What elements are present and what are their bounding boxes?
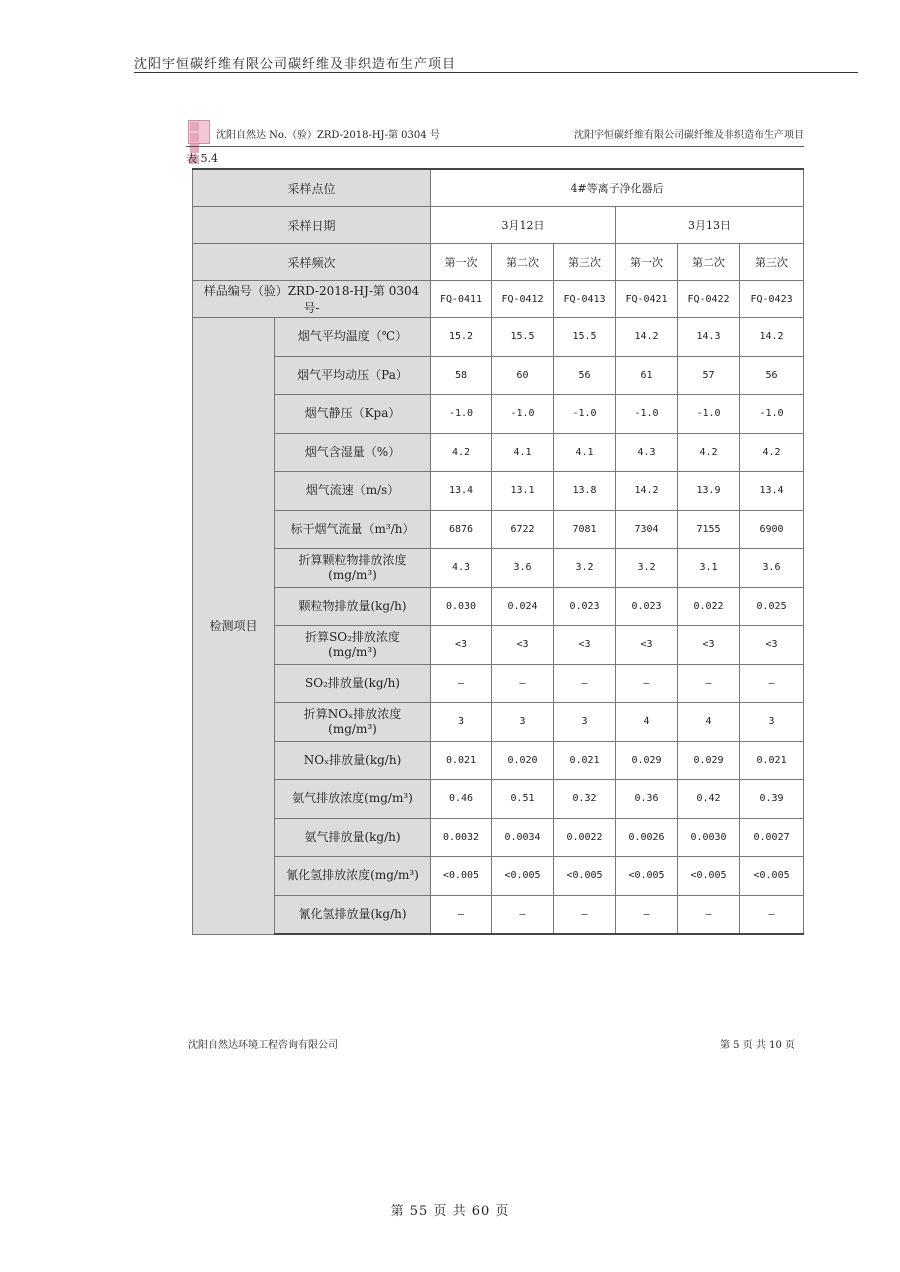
value-cell: -1.0 — [740, 395, 804, 434]
parameter-name: 氨气排放量(kg/h) — [304, 829, 401, 844]
value-cell: 14.3 — [678, 318, 740, 357]
parameter-label — [275, 626, 431, 665]
parameter-name: SO₂排放量(kg/h) — [305, 675, 400, 690]
value-cell: 13.4 — [740, 472, 804, 511]
sample-id-label: 样品编号（验）ZRD-2018-HJ-第 0304 号- — [193, 281, 431, 318]
table-row — [193, 356, 804, 395]
sampling-date-label: 采样日期 — [193, 207, 431, 244]
value-cell: 14.2 — [616, 318, 678, 357]
table-row — [193, 857, 804, 896]
value-cell: 0.029 — [678, 741, 740, 780]
value-cell: 4 — [616, 703, 678, 742]
value-cell: -1.0 — [492, 395, 554, 434]
parameter-name: 折算SO₂排放浓度 — [305, 629, 400, 644]
value-cell: 3.6 — [492, 549, 554, 588]
parameter-name: 烟气平均温度（℃） — [297, 329, 408, 344]
value-cell: — — [431, 895, 492, 934]
sample-id-cell: FQ-0412 — [492, 281, 554, 318]
parameter-label — [275, 472, 431, 511]
value-cell: 3 — [554, 703, 616, 742]
report-header-divider — [186, 146, 804, 147]
value-cell: -1.0 — [678, 395, 740, 434]
value-cell: <0.005 — [554, 857, 616, 896]
value-cell: — — [678, 895, 740, 934]
document-header: 沈阳宇恒碳纤维有限公司碳纤维及非织造布生产项目 — [134, 57, 457, 72]
value-cell: <0.005 — [492, 857, 554, 896]
table-row — [193, 395, 804, 434]
value-cell: 14.2 — [740, 318, 804, 357]
value-cell: 57 — [678, 356, 740, 395]
value-cell: — — [554, 664, 616, 703]
value-cell: 4.1 — [492, 433, 554, 472]
value-cell: 0.025 — [740, 587, 804, 626]
table-row — [193, 780, 804, 819]
value-cell: — — [678, 664, 740, 703]
value-cell: 0.023 — [554, 587, 616, 626]
value-cell: 0.024 — [492, 587, 554, 626]
value-cell: 0.0027 — [740, 818, 804, 857]
value-cell: 7081 — [554, 510, 616, 549]
value-cell: 15.5 — [492, 318, 554, 357]
value-cell: 0.0032 — [431, 818, 492, 857]
frequency-cell: 第一次 — [431, 244, 492, 281]
value-cell: 56 — [740, 356, 804, 395]
value-cell: 4.2 — [740, 433, 804, 472]
value-cell: 0.020 — [492, 741, 554, 780]
parameter-label — [275, 356, 431, 395]
table-row — [193, 664, 804, 703]
table-row — [193, 626, 804, 665]
parameter-name: 氰化氢排放浓度(mg/m³) — [286, 868, 419, 883]
sampling-point-value: 4#等离子净化器后 — [431, 169, 804, 207]
value-cell: — — [554, 895, 616, 934]
value-cell: 4.3 — [431, 549, 492, 588]
parameter-name: NOₓ排放量(kg/h) — [303, 752, 402, 767]
value-cell: <0.005 — [616, 857, 678, 896]
sample-id-cell: FQ-0421 — [616, 281, 678, 318]
value-cell: 0.021 — [554, 741, 616, 780]
table-row — [193, 510, 804, 549]
value-cell: 0.030 — [431, 587, 492, 626]
parameter-name: 颗粒物排放量(kg/h) — [298, 598, 407, 613]
value-cell: 0.42 — [678, 780, 740, 819]
table-row — [193, 895, 804, 934]
parameter-label — [275, 318, 431, 357]
parameter-label — [275, 857, 431, 896]
value-cell: 3.1 — [678, 549, 740, 588]
parameter-label — [275, 510, 431, 549]
value-cell: — — [431, 664, 492, 703]
value-cell: -1.0 — [554, 395, 616, 434]
value-cell: 6876 — [431, 510, 492, 549]
parameter-name: 折算颗粒物排放浓度 — [298, 552, 407, 567]
company-logo-icon — [188, 120, 210, 144]
value-cell: 0.0022 — [554, 818, 616, 857]
value-cell: <3 — [431, 626, 492, 665]
report-project: 沈阳宇恒碳纤维有限公司碳纤维及非织造布生产项目 — [574, 130, 804, 141]
value-cell: <0.005 — [678, 857, 740, 896]
parameter-label — [275, 895, 431, 934]
sampling-date-2: 3月13日 — [616, 207, 804, 244]
value-cell: <0.005 — [431, 857, 492, 896]
parameter-label — [275, 549, 431, 588]
table-row — [193, 433, 804, 472]
parameter-label — [275, 703, 431, 742]
value-cell: 13.4 — [431, 472, 492, 511]
value-cell: 4.2 — [678, 433, 740, 472]
value-cell: — — [616, 664, 678, 703]
parameter-name: 烟气流速（m/s） — [305, 483, 400, 498]
value-cell: 0.36 — [616, 780, 678, 819]
parameter-name: 氰化氢排放量(kg/h) — [298, 906, 407, 921]
frequency-cell: 第三次 — [740, 244, 804, 281]
parameter-label — [275, 664, 431, 703]
sample-id-cell: FQ-0413 — [554, 281, 616, 318]
value-cell: 13.8 — [554, 472, 616, 511]
value-cell: — — [740, 664, 804, 703]
frequency-cell: 第一次 — [616, 244, 678, 281]
value-cell: 4 — [678, 703, 740, 742]
value-cell: 0.0034 — [492, 818, 554, 857]
sample-id-cell: FQ-0422 — [678, 281, 740, 318]
value-cell: 4.3 — [616, 433, 678, 472]
footer-company: 沈阳自然达环境工程咨询有限公司 — [188, 1040, 338, 1051]
table-title: 表 5.4 — [186, 152, 218, 165]
value-cell: 0.0026 — [616, 818, 678, 857]
value-cell: -1.0 — [431, 395, 492, 434]
parameter-name: 烟气含湿量（%） — [304, 444, 401, 459]
footer-page-number: 第 5 页 共 10 页 — [720, 1040, 795, 1051]
emission-table — [192, 168, 804, 935]
frequency-label: 采样频次 — [193, 244, 431, 281]
value-cell: <3 — [740, 626, 804, 665]
frequency-cell: 第二次 — [678, 244, 740, 281]
table-row — [193, 703, 804, 742]
group-label: 检测项目 — [193, 318, 275, 935]
value-cell: 3 — [492, 703, 554, 742]
value-cell: 0.021 — [740, 741, 804, 780]
table-row — [193, 741, 804, 780]
value-cell: 4.1 — [554, 433, 616, 472]
frequency-cell: 第三次 — [554, 244, 616, 281]
value-cell: 58 — [431, 356, 492, 395]
value-cell: 61 — [616, 356, 678, 395]
value-cell: 0.029 — [616, 741, 678, 780]
parameter-label — [275, 780, 431, 819]
value-cell: 0.46 — [431, 780, 492, 819]
parameter-label — [275, 395, 431, 434]
value-cell: 7155 — [678, 510, 740, 549]
table-row — [193, 549, 804, 588]
value-cell: 0.021 — [431, 741, 492, 780]
parameter-name: 折算NOₓ排放浓度 — [303, 706, 402, 721]
value-cell: <0.005 — [740, 857, 804, 896]
value-cell: 3.2 — [616, 549, 678, 588]
value-cell: 3 — [740, 703, 804, 742]
value-cell: 0.0030 — [678, 818, 740, 857]
value-cell: 3 — [431, 703, 492, 742]
page-total: 第 55 页 共 60 页 — [390, 1204, 510, 1219]
value-cell: 15.5 — [554, 318, 616, 357]
report-number: 沈阳自然达 No.（验）ZRD-2018-HJ-第 0304 号 — [216, 130, 440, 141]
report-header — [188, 126, 804, 146]
value-cell: 0.023 — [616, 587, 678, 626]
parameter-unit: (mg/m³) — [328, 644, 377, 659]
value-cell: 15.2 — [431, 318, 492, 357]
sample-id-cell: FQ-0423 — [740, 281, 804, 318]
value-cell: -1.0 — [616, 395, 678, 434]
value-cell: <3 — [554, 626, 616, 665]
parameter-name: 烟气平均动压（Pa） — [297, 367, 408, 382]
sample-id-cell: FQ-0411 — [431, 281, 492, 318]
parameter-label — [275, 818, 431, 857]
table-row — [193, 818, 804, 857]
table-row — [193, 472, 804, 511]
value-cell: 13.9 — [678, 472, 740, 511]
table-row — [193, 587, 804, 626]
parameter-unit: (mg/m³) — [328, 567, 377, 582]
value-cell: — — [492, 664, 554, 703]
value-cell: — — [492, 895, 554, 934]
sampling-date-1: 3月12日 — [431, 207, 616, 244]
table-row — [193, 318, 804, 357]
value-cell: 3.2 — [554, 549, 616, 588]
parameter-unit: (mg/m³) — [328, 721, 377, 736]
value-cell: 0.022 — [678, 587, 740, 626]
value-cell: <3 — [678, 626, 740, 665]
value-cell: 4.2 — [431, 433, 492, 472]
frequency-cell: 第二次 — [492, 244, 554, 281]
parameter-label — [275, 741, 431, 780]
value-cell: 3.6 — [740, 549, 804, 588]
value-cell: — — [616, 895, 678, 934]
parameter-name: 标干烟气流量（m³/h） — [290, 521, 415, 536]
value-cell: 6900 — [740, 510, 804, 549]
value-cell: 13.1 — [492, 472, 554, 511]
value-cell: 60 — [492, 356, 554, 395]
value-cell: 56 — [554, 356, 616, 395]
value-cell: 0.51 — [492, 780, 554, 819]
parameter-label — [275, 433, 431, 472]
value-cell: 6722 — [492, 510, 554, 549]
value-cell: <3 — [616, 626, 678, 665]
value-cell: 14.2 — [616, 472, 678, 511]
sampling-point-label: 采样点位 — [193, 169, 431, 207]
value-cell: — — [740, 895, 804, 934]
value-cell: <3 — [492, 626, 554, 665]
parameter-label — [275, 587, 431, 626]
parameter-name: 氨气排放浓度(mg/m³) — [292, 791, 413, 806]
value-cell: 7304 — [616, 510, 678, 549]
value-cell: 0.39 — [740, 780, 804, 819]
header-divider — [134, 72, 858, 73]
value-cell: 0.32 — [554, 780, 616, 819]
parameter-name: 烟气静压（Kpa） — [304, 406, 401, 421]
